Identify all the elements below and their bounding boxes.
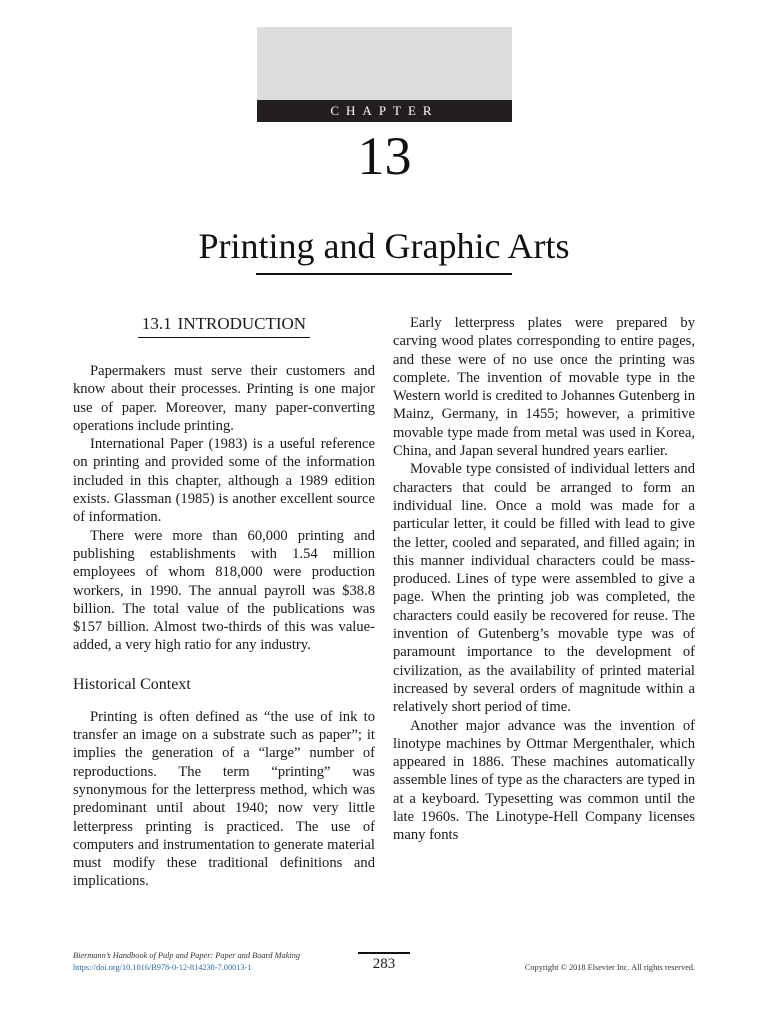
paragraph: There were more than 60,000 printing and publishing establishments with 1.54 million employees of whom 818,000 were production workers, in 1990. The annual payroll was $38.8 billion. The total value of the publications was $157 billion. Almost two-thirds of this was value-added, a very high ratio for any industry. xyxy=(73,527,375,654)
paragraph: Another major advance was the invention of linotype machines by Ottmar Mergenthaler, which appeared in 1886. These machines automatically assemble lines of type as the characters are typed in at a keyboard. Typesetting was common until the late 1960s. The Linotype-Hell Company licenses many fonts xyxy=(393,717,695,844)
chapter-header-block xyxy=(257,27,512,100)
title-underline xyxy=(256,273,512,275)
chapter-label: CHAPTER xyxy=(257,100,512,122)
footer-copyright: Copyright © 2018 Elsevier Inc. All rights reserved. xyxy=(524,963,695,972)
right-column xyxy=(393,314,695,845)
section-heading xyxy=(73,314,375,338)
left-column xyxy=(73,314,375,891)
footer-book-title: Biermann’s Handbook of Pulp and Paper: Paper and Board Making xyxy=(73,951,300,960)
paragraph: International Paper (1983) is a useful reference on printing and provided some of the information included in this chapter, although a 1989 edition exists. Glassman (1985) is another excellent source of information. xyxy=(73,436,375,526)
paragraph: Printing is often defined as “the use of ink to transfer an image on a substrate such as paper”; it implies the generation of a “large” number of reproductions. The term “printing” was synonymous for the letterpress method, which was predominant until about 1940; now very little letterpress printing is practiced. The use of computers and instrumentation to generate material must modify these traditional definitions and implications. xyxy=(73,708,375,890)
footer-doi-link[interactable]: https://doi.org/10.1016/B978-0-12-814238-7.00013-1 xyxy=(73,963,252,972)
chapter-number: 13 xyxy=(357,126,412,186)
subsection-heading: Historical Context xyxy=(73,675,191,693)
page-number-rule xyxy=(358,952,410,954)
paragraph: Early letterpress plates were prepared by carving wood plates corresponding to entire pages, and these were of no use once the printing was complete. The invention of movable type in the Western world is credited to Johannes Gutenberg in Mainz, Germany, in 1455; however, a primitive movable type made from metal was used in Korea, China, and Japan several hundred years earlier. xyxy=(393,315,695,460)
footer-citation xyxy=(73,950,300,974)
section-title: INTRODUCTION xyxy=(177,314,307,333)
section-number: 13.1 xyxy=(141,314,172,333)
section-heading-underline xyxy=(138,314,310,338)
paragraph: Movable type consisted of individual letters and characters that could be arranged to form an individual line. Once a mold was made for a particular letter, it could be filled with lead to give the letter, cooled and separated, and filled again; in this manner individual characters could be mass-produced. Lines of type were assembled to give a page. When the printing job was completed, the characters could easily be recovered for reuse. The invention of Gutenberg’s movable type was of paramount importance to the development of civilization, as the availability of printed material increased by several orders of magnitude within a relatively short period of time. xyxy=(393,461,695,716)
chapter-title: Printing and Graphic Arts xyxy=(198,226,570,266)
page-number: 283 xyxy=(372,956,396,972)
paragraph: Papermakers must serve their customers and know about their processes. Printing is one major use of paper. Moreover, many paper-converting operations include printing. xyxy=(73,363,375,434)
